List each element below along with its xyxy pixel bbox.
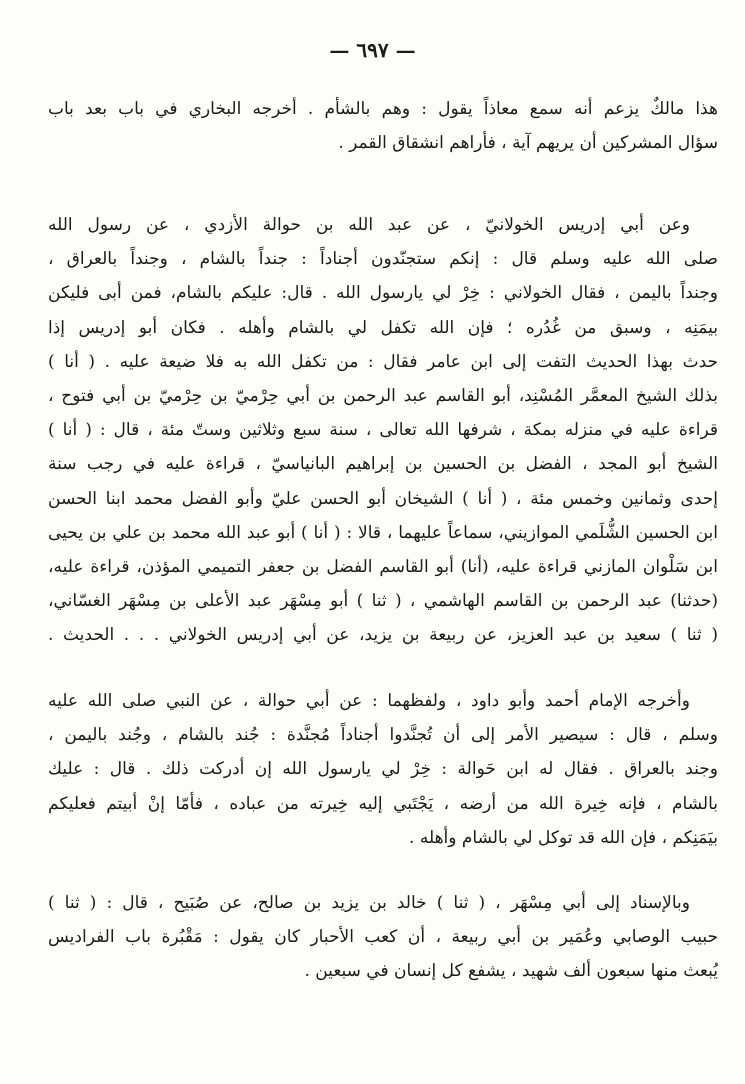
- text-line: صلى الله عليه وسلم قال : إنكم ستجنّدون أجناداً : جنداً بالشام ، وجنداً بالعراق ،: [48, 249, 718, 270]
- paragraph-3: [48, 684, 718, 855]
- paragraph-4: [48, 886, 718, 989]
- text-line: وعن أبي إدريس الخولانيّ ، عن عبد الله بن حوالة الأزدي ، عن رسول الله: [48, 215, 690, 235]
- text-line: قراءة عليه في منزله بمكة ، شرفها الله تعالى ، سنة سبع وثلاثين وستّ مئة ، قال : ( أنا ): [48, 420, 718, 441]
- text-line: ابن الحسين الشُّلَمي الموازيني، سماعاً عليهما ، قالا : ( أنا ) أبو عبد الله محمد بن علي بن يحيى: [48, 522, 718, 543]
- text-line: وبالإسناد إلى أبي مِسْهَر ، ( ثنا ) خالد بن يزيد بن صالح، عن صُبَيح ، قال : ( ثنا ): [48, 893, 690, 913]
- text-line: وأخرجه الإمام أحمد وأبو داود ، ولفظهما : عن أبي حوالة ، عن النبي صلى الله عليه: [48, 691, 690, 711]
- text-line: هذا مالكٌ يزعم أنه سمع معاذاً يقول : وهم بالشأم . أخرجه البخاري في باب بعد باب: [48, 99, 718, 119]
- text-line: حبيب الوصابي وعُمَير بن أبي ربيعة ، أن كعب الأحبار كان يقول : مَقْبُرة باب الفراديس: [48, 927, 718, 948]
- text-line: حدث بهذا الحديث التفت إلى ابن عامر فقال : من تكفل الله به فلا ضيعة عليه . ( أنا ): [48, 351, 718, 372]
- text-line: بذلك الشيخ المعمَّر المُسْنِد، أبو القاسم عبد الرحمن بن أبي حِرْميّ بن حِرْميّ بن أبي فتوح ،: [48, 385, 718, 406]
- text-line: بيَمَنِكم ، فإن الله قد توكل لي بالشام وأهله .: [409, 827, 718, 848]
- page-number: — ٦٩٧ —: [329, 38, 416, 62]
- text-line: الشيخ أبو المجد ، الفضل بن الحسين بن إبراهيم البانياسيّ ، قراءة عليه في رجب سنة: [48, 454, 718, 475]
- text-line: وجند بالعراق . فقال له ابن حَوالة : خِرْ لي يارسول الله إن أدركت ذلك . قال : عليك: [48, 759, 718, 780]
- text-line: إحدى وثمانين وخمس مئة ، ( أنا ) الشيخان أبو الحسن عليّ وأبو الفضل محمد ابنا الحسن: [48, 488, 718, 509]
- paragraph-2: [48, 208, 718, 687]
- text-line: بيمَنِه ، وسبق من غُدُره ؛ فإن الله تكفل لي بالشام وأهله . فكان أبو إدريس إذا: [48, 317, 718, 338]
- text-line: (حدثنا) عبد الرحمن بن القاسم الهاشمي ، ( ثنا ) أبو مِسْهَر عبد الأعلى بن مِسْهَر الغسّاني،: [48, 591, 718, 612]
- text-line: ابن سَلْوان المازني قراءة عليه، (أنا) أبو القاسم الفضل بن جعفر التميمي المؤذن، قراءة عليه،: [48, 556, 718, 577]
- text-line: وسلم ، قال : سيصير الأمر إلى أن تُجنَّدوا أجناداً مُجنَّدة : جُند بالشام ، وجُند باليمن ،: [48, 725, 718, 746]
- text-line: [48, 652, 718, 686]
- paragraph-1: [48, 92, 718, 160]
- text-line: وجنداً باليمن ، فقال الخولاني : خِرْ لي يارسول الله . قال: عليكم بالشام، فمن أبى فليكن: [48, 283, 718, 304]
- text-line: يُبعث منها سبعون ألف شهيد ، يشفع كل إنسان في سبعين .: [304, 961, 718, 982]
- text-line: سؤال المشركين أن يريهم آية ، فأراهم انشقاق القمر .: [338, 133, 718, 154]
- text-line: ( ثنا ) سعيد بن عبد العزيز، عن ربيعة بن يزيد، عن أبي إدريس الخولاني . . . الحديث .: [48, 625, 718, 646]
- text-line: بالشام ، فإنه خِيرة الله من أرضه ، يَجْتَبي إليه خِيرته من عباده ، فأمّا إنْ أبيتم فعليكم: [48, 793, 718, 814]
